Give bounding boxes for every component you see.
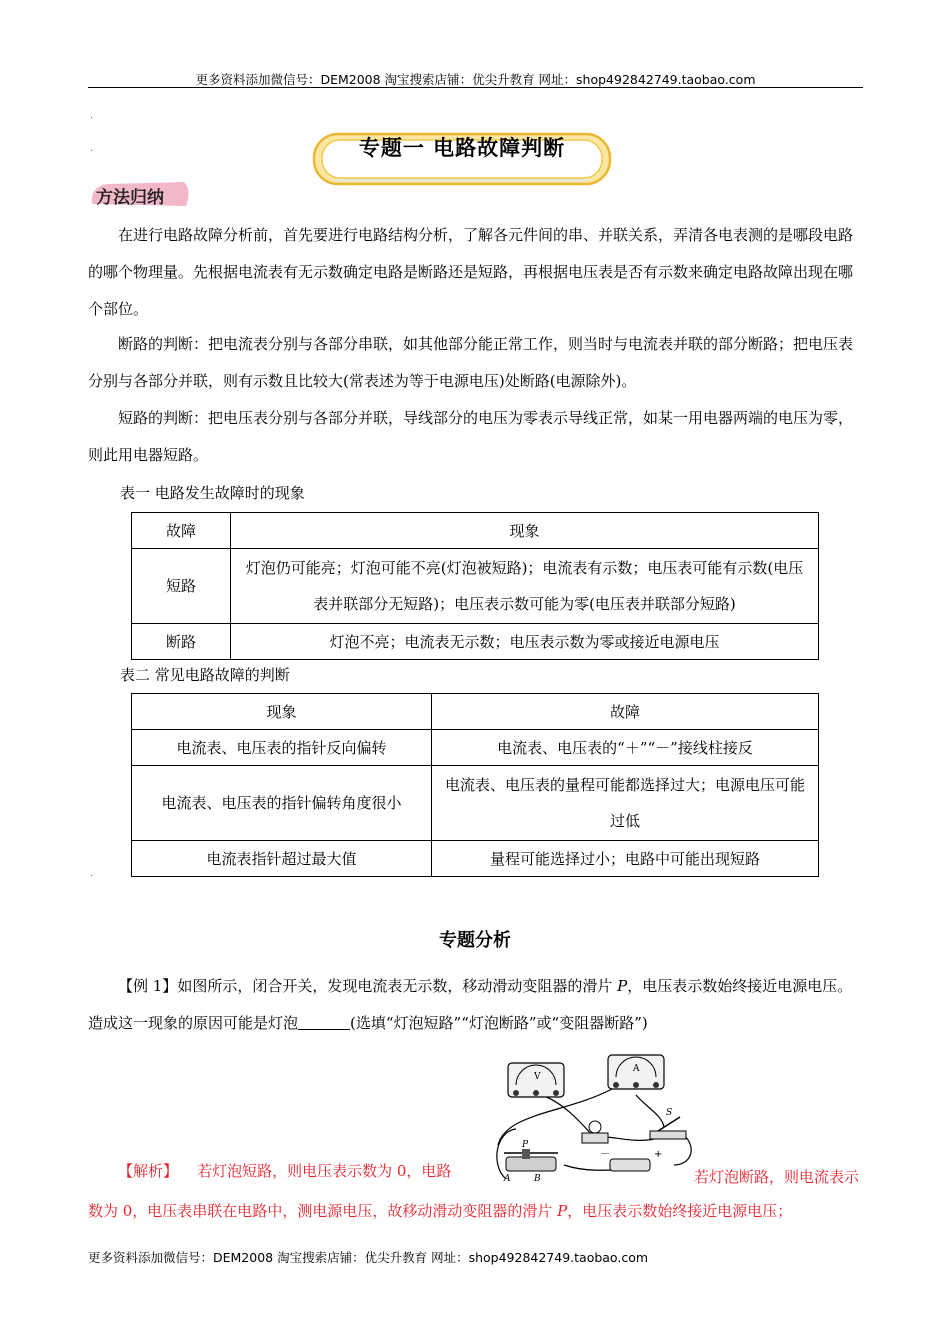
solution-variable-p: P bbox=[557, 1202, 568, 1220]
ammeter-label: A bbox=[633, 1064, 640, 1074]
answer-blank bbox=[298, 1013, 350, 1030]
example-1 bbox=[88, 968, 863, 1042]
variable-p: P bbox=[617, 977, 628, 995]
margin-mark: . bbox=[90, 110, 94, 121]
table1-row-fault: 短路 bbox=[132, 549, 231, 624]
page-header: 更多资料添加微信号：DEM2008 淘宝搜索店铺：优尖升教育 网址：shop492842749.taobao.com bbox=[195, 72, 756, 87]
solution-text-3: ，电压表示数始终接近电源电压； bbox=[567, 1202, 793, 1220]
table2-row-fault: 电流表、电压表的“＋”“－”接线柱接反 bbox=[432, 730, 819, 766]
solution-paragraph bbox=[88, 1160, 863, 1228]
table1-header-phenomenon: 现象 bbox=[231, 513, 819, 549]
table2-row-phenomenon: 电流表、电压表的指针反向偏转 bbox=[132, 730, 432, 766]
table2-row-fault: 电流表、电压表的量程可能都选择过大；电源电压可能过低 bbox=[432, 766, 819, 841]
intro-paragraph-3: 短路的判断：把电压表分别与各部分并联，导线部分的电压为零表示导线正常，如某一用电器两端的电压为零，则此用电器短路。 bbox=[88, 409, 854, 464]
table1-header-fault: 故障 bbox=[132, 513, 231, 549]
terminal-b-label: B bbox=[534, 1174, 541, 1183]
header-rule bbox=[88, 87, 863, 88]
table2-row-phenomenon: 电流表、电压表的指针偏转角度很小 bbox=[132, 766, 432, 841]
table2-row-fault: 量程可能选择过小；电路中可能出现短路 bbox=[432, 841, 819, 877]
margin-mark: . bbox=[90, 143, 94, 154]
switch-label: S bbox=[666, 1108, 673, 1118]
example-text-2: ，电压表示数始终接近电源电压。造成这一现象的原因可能是灯泡 bbox=[88, 977, 853, 1032]
table-fault-diagnosis bbox=[131, 693, 819, 877]
analysis-title: 专题分析 bbox=[439, 930, 511, 951]
solution-text-1: 若灯泡短路，则电压表示数为 0，电路 bbox=[197, 1162, 452, 1180]
table-fault-phenomena bbox=[131, 512, 819, 660]
table2-header-fault: 故障 bbox=[432, 694, 819, 730]
table1-row-fault: 断路 bbox=[132, 624, 231, 660]
margin-mark: . bbox=[90, 868, 94, 879]
section-badge: 方法归纳 bbox=[96, 188, 164, 208]
table1-row-phenomenon: 灯泡仍可能亮；灯泡可能不亮(灯泡被短路)；电流表有示数；电压表可能有示数(电压表并联部分无短路)；电压表示数可能为零(电压表并联部分短路) bbox=[231, 549, 819, 624]
table2-caption: 表二 常见电路故障的判断 bbox=[120, 666, 290, 684]
table1-row-phenomenon: 灯泡不亮；电流表无示数；电压表示数为零或接近电源电压 bbox=[231, 624, 819, 660]
solution-text-2: 若灯泡断路，则电流表示数为 0，电压表串联在电路中，测电源电压，故移动滑动变阻器的滑片 bbox=[88, 1168, 860, 1220]
page-title: 专题一 电路故障判断 bbox=[358, 136, 566, 160]
table2-row-phenomenon: 电流表指针超过最大值 bbox=[132, 841, 432, 877]
solution-tag: 【解析】 bbox=[118, 1162, 179, 1180]
example-options: (选填“灯泡短路”“灯泡断路”或“变阻器断路”) bbox=[350, 1014, 648, 1032]
example-tag: 【例 1】 bbox=[118, 977, 178, 995]
table2-header-phenomenon: 现象 bbox=[132, 694, 432, 730]
intro-paragraph-2: 断路的判断：把电流表分别与各部分串联，如其他部分能正常工作，则当时与电流表并联的部分断路；把电压表分别与各部分并联，则有示数且比较大(常表述为等于电源电压)处断路(电源除外)。 bbox=[88, 335, 854, 390]
intro-paragraph-1: 在进行电路故障分析前，首先要进行电路结构分析，了解各元件间的串、并联关系，弄清各电表测的是哪段电路的哪个物理量。先根据电流表有无示数确定电路是断路还是短路，再根据电压表是否有示数来确定电路故障出现在哪个部位。 bbox=[88, 226, 854, 318]
table1-caption: 表一 电路发生故障时的现象 bbox=[120, 484, 305, 502]
example-text-1: 如图所示，闭合开关，发现电流表无示数，移动滑动变阻器的滑片 bbox=[177, 977, 618, 995]
battery-plus-label: + bbox=[654, 1149, 663, 1160]
page-footer: 更多资料添加微信号：DEM2008 淘宝搜索店铺：优尖升教育 网址：shop492842749.taobao.com bbox=[88, 1250, 649, 1265]
terminal-a-label: A bbox=[504, 1174, 511, 1183]
voltmeter-label: V bbox=[534, 1072, 541, 1082]
battery-minus-label: － bbox=[600, 1149, 610, 1160]
slider-label: P bbox=[522, 1140, 529, 1150]
